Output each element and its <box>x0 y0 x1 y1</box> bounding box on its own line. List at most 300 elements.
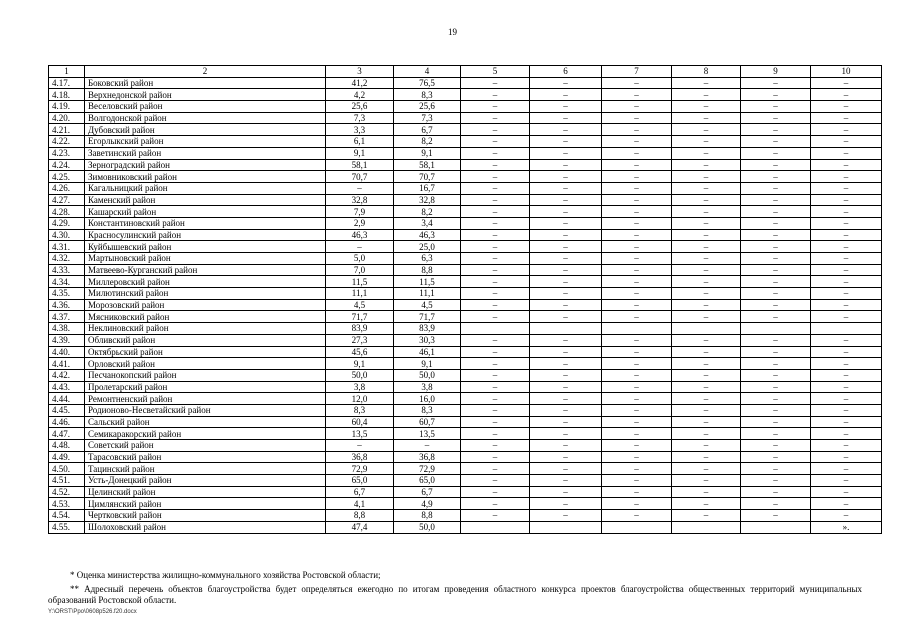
row-number-cell: 4.31. <box>49 241 85 253</box>
value-cell-col5: – <box>461 182 530 194</box>
district-name-cell: Верхнедонской район <box>85 89 326 101</box>
row-number-cell: 4.55. <box>49 521 85 533</box>
value-cell-col4: 8,8 <box>394 264 461 276</box>
value-cell-col9: – <box>741 498 811 510</box>
value-cell-col8: – <box>672 229 741 241</box>
value-cell-col3: 8,8 <box>326 510 394 522</box>
value-cell-col6: – <box>530 171 602 183</box>
value-cell-col5: – <box>461 241 530 253</box>
district-name-cell: Песчанокопский район <box>85 369 326 381</box>
value-cell-col9: – <box>741 311 811 323</box>
value-cell-col8: – <box>672 101 741 113</box>
value-cell-col9: – <box>741 241 811 253</box>
header-cell: 8 <box>672 66 741 78</box>
value-cell-col4: 8,3 <box>394 404 461 416</box>
value-cell-col5: – <box>461 510 530 522</box>
value-cell-col6: – <box>530 159 602 171</box>
value-cell-col3: 9,1 <box>326 358 394 370</box>
row-number-cell: 4.23. <box>49 147 85 159</box>
value-cell-col4: 46,1 <box>394 346 461 358</box>
value-cell-col10: – <box>811 229 882 241</box>
row-number-cell: 4.29. <box>49 217 85 229</box>
value-cell-col5: – <box>461 217 530 229</box>
value-cell-col5: – <box>461 101 530 113</box>
table-row <box>49 381 882 393</box>
value-cell-col4: 13,5 <box>394 428 461 440</box>
value-cell-col5: – <box>461 77 530 89</box>
value-cell-col3: 46,3 <box>326 229 394 241</box>
value-cell-col4: – <box>394 440 461 452</box>
value-cell-col4: 76,5 <box>394 77 461 89</box>
district-name-cell: Обливский район <box>85 334 326 346</box>
value-cell-col5: – <box>461 475 530 487</box>
value-cell-col8: – <box>672 428 741 440</box>
district-name-cell: Каменский район <box>85 194 326 206</box>
table-row <box>49 346 882 358</box>
value-cell-col5: – <box>461 112 530 124</box>
value-cell-col8: – <box>672 276 741 288</box>
table-row <box>49 124 882 136</box>
value-cell-col3: 6,7 <box>326 486 394 498</box>
value-cell-col4: 36,8 <box>394 451 461 463</box>
value-cell-col8: – <box>672 311 741 323</box>
value-cell-col3: 65,0 <box>326 475 394 487</box>
value-cell-col6: – <box>530 381 602 393</box>
row-number-cell: 4.26. <box>49 182 85 194</box>
value-cell-col6: – <box>530 253 602 265</box>
value-cell-col7: – <box>602 416 672 428</box>
value-cell-col6: – <box>530 77 602 89</box>
value-cell-col5: – <box>461 124 530 136</box>
value-cell-col7: – <box>602 358 672 370</box>
value-cell-col6: – <box>530 428 602 440</box>
value-cell-col8: – <box>672 498 741 510</box>
value-cell-col9: – <box>741 124 811 136</box>
value-cell-col9: – <box>741 77 811 89</box>
value-cell-col4: 8,8 <box>394 510 461 522</box>
value-cell-col4: 9,1 <box>394 147 461 159</box>
table-row <box>49 463 882 475</box>
value-cell-col3: 7,9 <box>326 206 394 218</box>
value-cell-col6: – <box>530 124 602 136</box>
value-cell-col6: – <box>530 369 602 381</box>
value-cell-col3: 70,7 <box>326 171 394 183</box>
table-row <box>49 311 882 323</box>
value-cell-col6: – <box>530 440 602 452</box>
value-cell-col10: – <box>811 171 882 183</box>
table-row <box>49 510 882 522</box>
district-name-cell: Мартыновский район <box>85 253 326 265</box>
row-number-cell: 4.43. <box>49 381 85 393</box>
value-cell-col3: 27,3 <box>326 334 394 346</box>
value-cell-col7: – <box>602 217 672 229</box>
value-cell-col4: 50,0 <box>394 369 461 381</box>
value-cell-col7: – <box>602 498 672 510</box>
value-cell-col5: – <box>461 498 530 510</box>
value-cell-col9: – <box>741 136 811 148</box>
district-name-cell: Орловский район <box>85 358 326 370</box>
value-cell-col8: – <box>672 77 741 89</box>
value-cell-col7: – <box>602 288 672 300</box>
value-cell-col9: – <box>741 159 811 171</box>
value-cell-col8: – <box>672 264 741 276</box>
value-cell-col8: – <box>672 416 741 428</box>
row-number-cell: 4.54. <box>49 510 85 522</box>
value-cell-col4: 50,0 <box>394 521 461 533</box>
value-cell-col7: – <box>602 369 672 381</box>
value-cell-col6: – <box>530 264 602 276</box>
district-name-cell: Чертковский район <box>85 510 326 522</box>
data-table <box>48 65 882 534</box>
table-row <box>49 217 882 229</box>
district-name-cell: Тацинский район <box>85 463 326 475</box>
value-cell-col10: – <box>811 428 882 440</box>
value-cell-col10: – <box>811 299 882 311</box>
value-cell-col9: – <box>741 358 811 370</box>
value-cell-col9: – <box>741 463 811 475</box>
row-number-cell: 4.28. <box>49 206 85 218</box>
table-row <box>49 89 882 101</box>
value-cell-col4: 46,3 <box>394 229 461 241</box>
value-cell-col6: – <box>530 311 602 323</box>
value-cell-col6: – <box>530 463 602 475</box>
value-cell-col6: – <box>530 89 602 101</box>
table-row <box>49 451 882 463</box>
table-row <box>49 171 882 183</box>
value-cell-col7: – <box>602 264 672 276</box>
district-name-cell: Цимлянский район <box>85 498 326 510</box>
value-cell-col10: – <box>811 112 882 124</box>
value-cell-col6: – <box>530 346 602 358</box>
value-cell-col3: 12,0 <box>326 393 394 405</box>
value-cell-col3: 2,9 <box>326 217 394 229</box>
value-cell-col10: – <box>811 101 882 113</box>
value-cell-col8: – <box>672 475 741 487</box>
value-cell-col7: – <box>602 147 672 159</box>
value-cell-col10: ». <box>811 521 882 533</box>
value-cell-col8: – <box>672 486 741 498</box>
value-cell-col5: – <box>461 229 530 241</box>
value-cell-col10: – <box>811 147 882 159</box>
table-row <box>49 253 882 265</box>
value-cell-col8: – <box>672 159 741 171</box>
value-cell-col10: – <box>811 463 882 475</box>
value-cell-col5: – <box>461 393 530 405</box>
value-cell-col3: 60,4 <box>326 416 394 428</box>
value-cell-col7: – <box>602 112 672 124</box>
value-cell-col8: – <box>672 299 741 311</box>
value-cell-col5: – <box>461 451 530 463</box>
value-cell-col6: – <box>530 182 602 194</box>
value-cell-col8: – <box>672 393 741 405</box>
value-cell-col5: – <box>461 253 530 265</box>
footnote-1: * Оценка министерства жилищно-коммунального хозяйства Ростовской области; <box>70 570 381 580</box>
table-row <box>49 77 882 89</box>
file-path: Y:\ORST\Ppo\0608p526.f20.docx <box>48 609 137 615</box>
value-cell-col5: – <box>461 463 530 475</box>
value-cell-col3: 58,1 <box>326 159 394 171</box>
value-cell-col7: – <box>602 299 672 311</box>
table-row <box>49 323 882 335</box>
value-cell-col9: – <box>741 346 811 358</box>
value-cell-col10: – <box>811 358 882 370</box>
table-row <box>49 288 882 300</box>
value-cell-col8: – <box>672 194 741 206</box>
value-cell-col8: – <box>672 288 741 300</box>
value-cell-col4: 65,0 <box>394 475 461 487</box>
value-cell-col9 <box>741 521 811 533</box>
value-cell-col6: – <box>530 358 602 370</box>
value-cell-col4: 16,7 <box>394 182 461 194</box>
header-cell: 7 <box>602 66 672 78</box>
value-cell-col3: 11,5 <box>326 276 394 288</box>
table-row <box>49 498 882 510</box>
value-cell-col6: – <box>530 393 602 405</box>
table-row <box>49 241 882 253</box>
row-number-cell: 4.35. <box>49 288 85 300</box>
value-cell-col3: 3,8 <box>326 381 394 393</box>
district-name-cell: Веселовский район <box>85 101 326 113</box>
value-cell-col9: – <box>741 381 811 393</box>
value-cell-col5: – <box>461 369 530 381</box>
district-name-cell: Волгодонской район <box>85 112 326 124</box>
value-cell-col3: 83,9 <box>326 323 394 335</box>
value-cell-col4: 32,8 <box>394 194 461 206</box>
row-number-cell: 4.44. <box>49 393 85 405</box>
district-name-cell: Советский район <box>85 440 326 452</box>
row-number-cell: 4.46. <box>49 416 85 428</box>
district-name-cell: Матвеево-Курганский район <box>85 264 326 276</box>
value-cell-col5: – <box>461 264 530 276</box>
value-cell-col9: – <box>741 475 811 487</box>
value-cell-col7: – <box>602 171 672 183</box>
table-row <box>49 369 882 381</box>
value-cell-col3: 36,8 <box>326 451 394 463</box>
header-cell: 1 <box>49 66 85 78</box>
district-name-cell: Сальский район <box>85 416 326 428</box>
district-name-cell: Куйбышевский район <box>85 241 326 253</box>
row-number-cell: 4.27. <box>49 194 85 206</box>
value-cell-col6: – <box>530 241 602 253</box>
row-number-cell: 4.51. <box>49 475 85 487</box>
value-cell-col3: 13,5 <box>326 428 394 440</box>
table-row <box>49 159 882 171</box>
value-cell-col5: – <box>461 440 530 452</box>
row-number-cell: 4.50. <box>49 463 85 475</box>
value-cell-col10: – <box>811 182 882 194</box>
table-row <box>49 264 882 276</box>
value-cell-col4: 4,5 <box>394 299 461 311</box>
value-cell-col7: – <box>602 334 672 346</box>
value-cell-col7: – <box>602 101 672 113</box>
value-cell-col10: – <box>811 416 882 428</box>
value-cell-col10: – <box>811 194 882 206</box>
row-number-cell: 4.32. <box>49 253 85 265</box>
value-cell-col10: – <box>811 393 882 405</box>
row-number-cell: 4.39. <box>49 334 85 346</box>
value-cell-col8: – <box>672 369 741 381</box>
value-cell-col5: – <box>461 276 530 288</box>
value-cell-col3: 71,7 <box>326 311 394 323</box>
value-cell-col9: – <box>741 229 811 241</box>
value-cell-col4: 8,2 <box>394 206 461 218</box>
value-cell-col7: – <box>602 451 672 463</box>
value-cell-col4: 6,3 <box>394 253 461 265</box>
value-cell-col6: – <box>530 276 602 288</box>
district-name-cell: Октябрьский район <box>85 346 326 358</box>
value-cell-col6: – <box>530 217 602 229</box>
value-cell-col6: – <box>530 136 602 148</box>
value-cell-col6 <box>530 521 602 533</box>
row-number-cell: 4.38. <box>49 323 85 335</box>
value-cell-col4: 11,1 <box>394 288 461 300</box>
value-cell-col5: – <box>461 299 530 311</box>
value-cell-col5 <box>461 323 530 335</box>
value-cell-col7 <box>602 521 672 533</box>
row-number-cell: 4.25. <box>49 171 85 183</box>
page-number: 19 <box>448 27 457 37</box>
value-cell-col8: – <box>672 136 741 148</box>
district-name-cell: Пролетарский район <box>85 381 326 393</box>
value-cell-col4: 3,4 <box>394 217 461 229</box>
value-cell-col5: – <box>461 381 530 393</box>
value-cell-col4: 72,9 <box>394 463 461 475</box>
table-row <box>49 334 882 346</box>
value-cell-col10: – <box>811 206 882 218</box>
table-row <box>49 182 882 194</box>
table-row <box>49 276 882 288</box>
value-cell-col10: – <box>811 241 882 253</box>
value-cell-col6: – <box>530 451 602 463</box>
value-cell-col8 <box>672 521 741 533</box>
value-cell-col10: – <box>811 404 882 416</box>
value-cell-col6: – <box>530 229 602 241</box>
value-cell-col10: – <box>811 89 882 101</box>
row-number-cell: 4.41. <box>49 358 85 370</box>
value-cell-col5: – <box>461 89 530 101</box>
value-cell-col7: – <box>602 510 672 522</box>
district-name-cell: Заветинский район <box>85 147 326 159</box>
value-cell-col4: 25,6 <box>394 101 461 113</box>
value-cell-col7: – <box>602 159 672 171</box>
value-cell-col3: – <box>326 440 394 452</box>
table-row <box>49 112 882 124</box>
value-cell-col5: – <box>461 334 530 346</box>
header-cell: 5 <box>461 66 530 78</box>
row-number-cell: 4.30. <box>49 229 85 241</box>
value-cell-col9: – <box>741 194 811 206</box>
value-cell-col10: – <box>811 136 882 148</box>
value-cell-col9: – <box>741 486 811 498</box>
value-cell-col9 <box>741 323 811 335</box>
value-cell-col8: – <box>672 124 741 136</box>
value-cell-col8: – <box>672 112 741 124</box>
row-number-cell: 4.21. <box>49 124 85 136</box>
table-row <box>49 136 882 148</box>
value-cell-col7: – <box>602 253 672 265</box>
value-cell-col10: – <box>811 77 882 89</box>
value-cell-col4: 6,7 <box>394 486 461 498</box>
value-cell-col6: – <box>530 404 602 416</box>
value-cell-col5: – <box>461 358 530 370</box>
value-cell-col7: – <box>602 194 672 206</box>
district-name-cell: Красносулинский район <box>85 229 326 241</box>
row-number-cell: 4.48. <box>49 440 85 452</box>
district-name-cell: Боковский район <box>85 77 326 89</box>
value-cell-col3: 6,1 <box>326 136 394 148</box>
value-cell-col9: – <box>741 288 811 300</box>
value-cell-col5: – <box>461 206 530 218</box>
value-cell-col9: – <box>741 253 811 265</box>
value-cell-col8: – <box>672 241 741 253</box>
value-cell-col9: – <box>741 416 811 428</box>
value-cell-col8: – <box>672 510 741 522</box>
value-cell-col8: – <box>672 346 741 358</box>
value-cell-col10: – <box>811 369 882 381</box>
value-cell-col4: 7,3 <box>394 112 461 124</box>
district-name-cell: Миллеровский район <box>85 276 326 288</box>
value-cell-col3: 72,9 <box>326 463 394 475</box>
value-cell-col6: – <box>530 288 602 300</box>
district-name-cell: Мясниковский район <box>85 311 326 323</box>
district-name-cell: Милютинский район <box>85 288 326 300</box>
value-cell-col6: – <box>530 510 602 522</box>
value-cell-col5: – <box>461 404 530 416</box>
value-cell-col5: – <box>461 159 530 171</box>
district-name-cell: Целинский район <box>85 486 326 498</box>
value-cell-col8: – <box>672 463 741 475</box>
value-cell-col4: 8,2 <box>394 136 461 148</box>
value-cell-col8: – <box>672 381 741 393</box>
value-cell-col3: 7,3 <box>326 112 394 124</box>
value-cell-col9: – <box>741 404 811 416</box>
header-cell: 4 <box>394 66 461 78</box>
value-cell-col9: – <box>741 182 811 194</box>
value-cell-col6: – <box>530 498 602 510</box>
value-cell-col8: – <box>672 451 741 463</box>
row-number-cell: 4.22. <box>49 136 85 148</box>
value-cell-col3: 25,6 <box>326 101 394 113</box>
value-cell-col4: 16,0 <box>394 393 461 405</box>
table-row <box>49 299 882 311</box>
table-row <box>49 428 882 440</box>
value-cell-col6: – <box>530 416 602 428</box>
district-name-cell: Константиновский район <box>85 217 326 229</box>
row-number-cell: 4.45. <box>49 404 85 416</box>
value-cell-col10: – <box>811 217 882 229</box>
value-cell-col6: – <box>530 334 602 346</box>
value-cell-col7: – <box>602 440 672 452</box>
value-cell-col6: – <box>530 206 602 218</box>
value-cell-col3: 47,4 <box>326 521 394 533</box>
value-cell-col5: – <box>461 288 530 300</box>
row-number-cell: 4.49. <box>49 451 85 463</box>
row-number-cell: 4.52. <box>49 486 85 498</box>
district-name-cell: Морозовский район <box>85 299 326 311</box>
value-cell-col4: 11,5 <box>394 276 461 288</box>
value-cell-col5: – <box>461 428 530 440</box>
value-cell-col10 <box>811 323 882 335</box>
value-cell-col7: – <box>602 182 672 194</box>
value-cell-col8: – <box>672 440 741 452</box>
value-cell-col9: – <box>741 299 811 311</box>
value-cell-col4: 9,1 <box>394 358 461 370</box>
value-cell-col7: – <box>602 276 672 288</box>
row-number-cell: 4.36. <box>49 299 85 311</box>
value-cell-col5: – <box>461 194 530 206</box>
value-cell-col5: – <box>461 136 530 148</box>
value-cell-col9: – <box>741 451 811 463</box>
